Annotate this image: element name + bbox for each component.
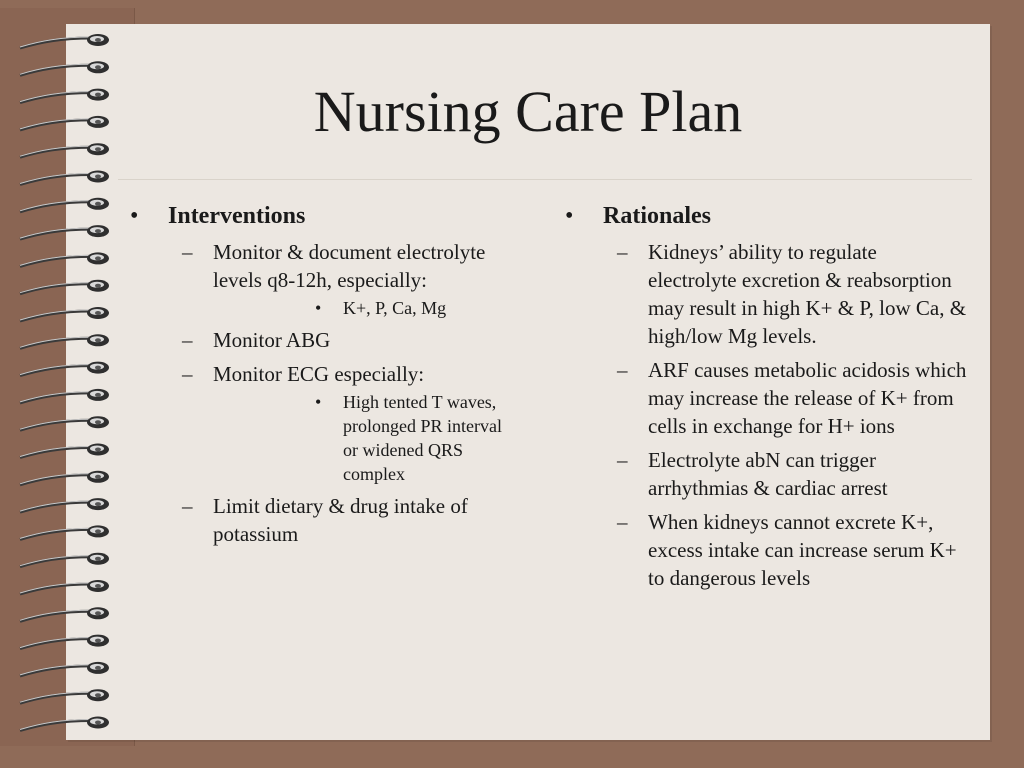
list-item <box>563 356 968 440</box>
bullet-marker: • <box>130 203 139 229</box>
dash-marker: – <box>617 358 628 382</box>
slide-title: Nursing Care Plan <box>313 79 743 144</box>
interventions-heading-item <box>128 200 508 232</box>
dash-marker: – <box>182 494 193 518</box>
list-item-text: Monitor ECG especially: <box>213 362 425 386</box>
spiral-coil <box>20 416 109 430</box>
spiral-coil <box>20 471 109 485</box>
list-item <box>128 492 508 548</box>
list-item-text: Monitor & document electrolyte levels q8-12h, especially: <box>213 240 486 292</box>
title-divider <box>118 179 972 180</box>
sub-list-item <box>213 390 508 486</box>
rationales-column <box>563 200 968 598</box>
interventions-heading: Interventions <box>168 203 306 229</box>
spiral-coil <box>20 662 109 676</box>
dash-marker: – <box>182 240 193 264</box>
spiral-coil <box>20 307 109 321</box>
interventions-column <box>128 200 508 554</box>
spiral-coil <box>20 389 109 403</box>
spiral-coil <box>20 334 109 348</box>
bullet-marker: • <box>315 298 322 318</box>
dash-marker: – <box>617 240 628 264</box>
list-item-text: Kidneys’ ability to regulate electrolyte excretion & reabsorption may result in high K+ & P, low Ca, & high/low Mg levels. <box>648 240 967 348</box>
bullet-marker: • <box>315 392 322 412</box>
spiral-coil <box>20 689 109 703</box>
spiral-coil <box>20 525 109 539</box>
list-item-text: When kidneys cannot excrete K+, excess intake can increase serum K+ to dangerous levels <box>648 510 957 590</box>
list-item-text: Limit dietary & drug intake of potassium <box>213 494 468 546</box>
rationales-list <box>563 238 968 592</box>
spiral-coil <box>20 717 109 731</box>
spiral-coil <box>20 34 109 48</box>
sub-list <box>213 296 508 320</box>
spiral-coil <box>20 607 109 621</box>
sub-list-item-text: High tented T waves, prolonged PR interval or widened QRS complex <box>343 392 502 484</box>
list-item-text: Electrolyte abN can trigger arrhythmias & cardiac arrest <box>648 448 888 500</box>
list-item-text: ARF causes metabolic acidosis which may increase the release of K+ from cells in exchange for H+ ions <box>648 358 967 438</box>
spiral-coil <box>20 498 109 512</box>
spiral-coil <box>20 171 109 185</box>
list-item <box>128 326 508 354</box>
spiral-coil <box>20 362 109 376</box>
rationales-heading-item <box>563 200 968 232</box>
dash-marker: – <box>617 510 628 534</box>
spiral-coil <box>20 444 109 458</box>
spiral-coil <box>20 198 109 212</box>
list-item-text: Monitor ABG <box>213 328 331 352</box>
spiral-coil <box>20 225 109 239</box>
list-item <box>563 238 968 350</box>
sub-list <box>213 390 508 486</box>
sub-list-item-text: K+, P, Ca, Mg <box>343 298 447 318</box>
interventions-list <box>128 238 508 548</box>
spiral-coil <box>20 580 109 594</box>
dash-marker: – <box>182 328 193 352</box>
sub-list-item <box>213 296 508 320</box>
spiral-coil <box>20 280 109 294</box>
spiral-coil <box>20 553 109 567</box>
dash-marker: – <box>182 362 193 386</box>
list-item <box>128 238 508 320</box>
dash-marker: – <box>617 448 628 472</box>
spiral-coil <box>20 61 109 75</box>
bullet-marker: • <box>565 203 574 229</box>
spiral-coil <box>20 635 109 649</box>
list-item <box>563 446 968 502</box>
rationales-heading: Rationales <box>603 203 711 229</box>
list-item <box>128 360 508 486</box>
spiral-coil <box>20 252 109 266</box>
list-item <box>563 508 968 592</box>
